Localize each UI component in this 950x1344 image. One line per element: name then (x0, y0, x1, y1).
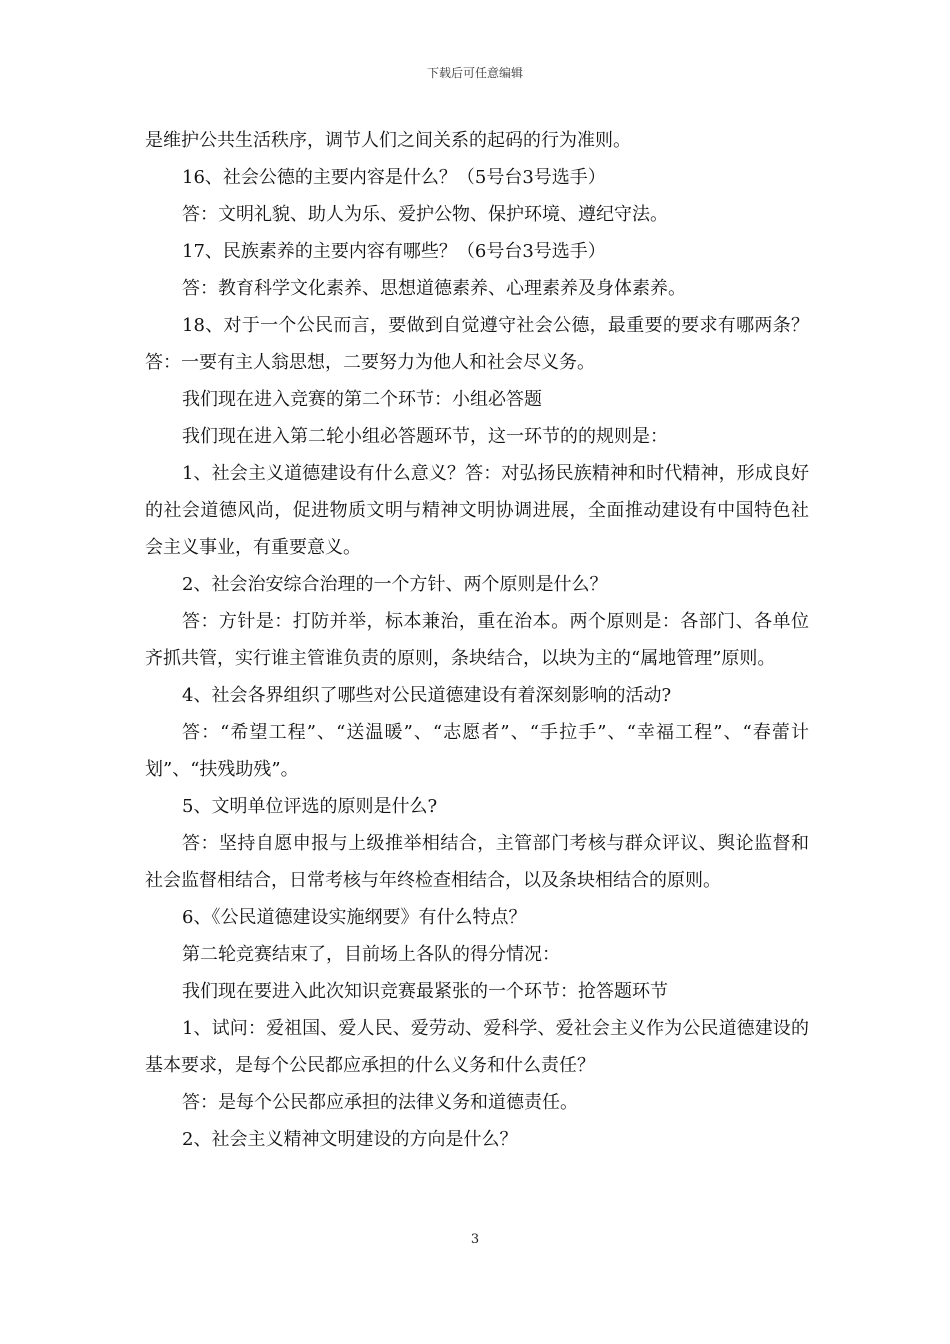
answer-17: 答：教育科学文化素养、思想道德素养、心理素养及身体素养。 (182, 278, 686, 299)
answer-16: 答：文明礼貌、助人为乐、爱护公物、保护环境、遵纪守法。 (182, 204, 668, 225)
round-2-question-4: 4、社会各界组织了哪些对公民道德建设有着深刻影响的活动? (182, 685, 672, 706)
round-2-rules: 我们现在进入第二轮小组必答题环节，这一环节的的规则是： (182, 426, 668, 447)
quick-question-2: 2、社会主义精神文明建设的方向是什么？ (182, 1129, 518, 1150)
section-intro-quick-answer: 我们现在要进入此次知识竞赛最紧张的一个环节：抢答题环节 (182, 981, 668, 1002)
question-16: 16、社会公德的主要内容是什么？（5号台3号选手） (182, 167, 606, 188)
page-header: 下载后可任意编辑 (426, 66, 523, 80)
question-answer-18: 18、对于一个公民而言，要做到自觉遵守社会公德，最重要的要求有哪两条？答：一要有主人翁思想，二要努力为他人和社会尽义务。 (145, 315, 809, 373)
round-2-score-summary: 第二轮竞赛结束了，目前场上各队的得分情况： (182, 944, 560, 965)
quick-question-1: 1、试问：爱祖国、爱人民、爱劳动、爱科学、爱社会主义作为公民道德建设的基本要求，是每个公民都应承担的什么义务和什么责任？ (145, 1018, 809, 1076)
page-number: 3 (470, 1232, 480, 1247)
round-2-answer-5: 答：坚持自愿申报与上级推举相结合，主管部门考核与群众评议、舆论监督和社会监督相结合，日常考核与年终检查相结合，以及条块相结合的原则。 (145, 833, 809, 891)
round-2-answer-2: 答：方针是：打防并举，标本兼治，重在治本。两个原则是：各部门、各单位齐抓共管，实行谁主管谁负责的原则，条块结合，以块为主的“属地管理”原则。 (145, 611, 809, 669)
round-2-question-5: 5、文明单位评选的原则是什么? (182, 796, 438, 817)
round-2-answer-4: 答：“希望工程”、“送温暖”、“志愿者”、“手拉手”、“幸福工程”、“春蕾计划”、“扶残助残”。 (145, 722, 809, 780)
document-body (145, 122, 809, 1158)
section-intro-round-2: 我们现在进入竞赛的第二个环节：小组必答题 (182, 389, 542, 410)
round-2-question-answer-1: 1、社会主义道德建设有什么意义？答：对弘扬民族精神和时代精神，形成良好的社会道德风尚，促进物质文明与精神文明协调进展，全面推动建设有中国特色社会主义事业，有重要意义。 (145, 463, 809, 558)
question-17: 17、民族素养的主要内容有哪些？（6号台3号选手） (182, 241, 606, 262)
paragraph-continuation: 是维护公共生活秩序，调节人们之间关系的起码的行为准则。 (145, 130, 631, 151)
quick-answer-1: 答：是每个公民都应承担的法律义务和道德责任。 (182, 1092, 578, 1113)
round-2-question-2: 2、社会治安综合治理的一个方针、两个原则是什么？ (182, 574, 608, 595)
round-2-question-6: 6、《公民道德建设实施纲要》有什么特点？ (182, 907, 527, 928)
